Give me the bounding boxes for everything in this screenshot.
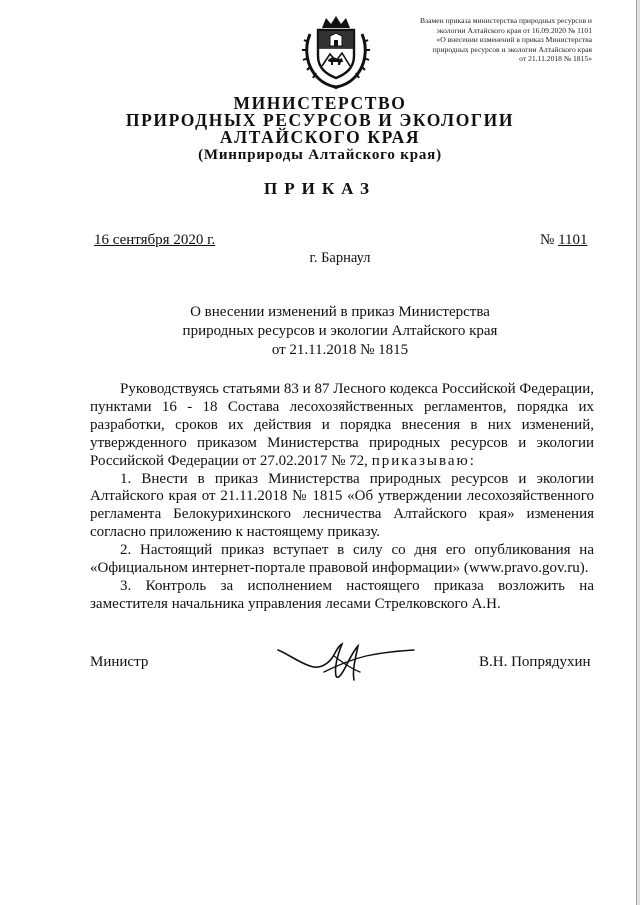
order-item-1: 1. Внести в приказ Министерства природных ресурсов и экологии Алтайского края от 21.11.2018 № 1815 «Об утверждении лесохозяйственного регламента Белокурихинского лесничества Алтайского края» изменения согласно приложению к настоящему приказу. [90,470,594,541]
signatory-position: Министр [90,654,149,670]
replacement-note-line: Взамен приказа министерства природных ресурсов и [420,16,592,25]
order-city: г. Барнаул [309,250,371,266]
order-date: 16 сентября 2020 г. [94,232,216,248]
document-type-title: ПРИКАЗ [264,179,376,198]
order-body [90,381,594,614]
ministry-name-line-3: АЛТАЙСКОГО КРАЯ [219,127,421,147]
ministry-name-line-1: МИНИСТЕРСТВО [233,93,407,113]
ministry-short-name: (Минприроды Алтайского края) [198,147,442,163]
preamble-text: Руководствуясь статьями 83 и 87 Лесного кодекса Российской Федерации, пунктами 16 - 18 Состава лесохозяйственных регламентов, порядка их разработки, сроков их действия и порядка внесения в них изменений, утвержденного приказом Министерства природных ресурсов и экологии Российской Федерации от 27.02.2017 № 72, [90,381,594,469]
order-number [540,232,588,249]
order-item-3: 3. Контроль за исполнением настоящего приказа возложить на заместителя начальника управления лесами Стрелковского А.Н. [90,577,594,612]
coat-of-arms-icon [300,14,372,90]
order-word: приказываю: [371,452,476,469]
order-subject-line: О внесении изменений в приказ Министерства [190,304,490,320]
handwritten-signature [276,636,416,686]
order-subject-line: от 21.11.2018 № 1815 [271,342,409,358]
order-item-2: 2. Настоящий приказ вступает в силу со дня его опубликования на «Официальном интернет-портале правовой информации» (www.pravo.gov.ru). [90,542,594,577]
replacement-note-line: «О внесении изменений в приказ Министерства [436,35,592,45]
order-number-prefix: № [540,232,555,248]
replacement-note-line: экологии Алтайского края от 16.09.2020 № 1101 [436,25,592,35]
order-number-value: 1101 [558,232,588,248]
order-preamble [90,381,594,471]
order-subject-line: природных ресурсов и экологии Алтайского края [182,323,498,339]
scan-edge-shadow [630,0,640,905]
replacement-note-line: природных ресурсов и экологии Алтайского края [432,44,592,54]
order-subject [0,303,640,360]
replacement-note-line: от 21.11.2018 № 1815» [519,54,592,64]
replacement-note [392,16,592,64]
signatory-name: В.Н. Попрядухин [479,654,591,670]
ministry-name-line-2: ПРИРОДНЫХ РЕСУРСОВ И ЭКОЛОГИИ [125,110,515,130]
